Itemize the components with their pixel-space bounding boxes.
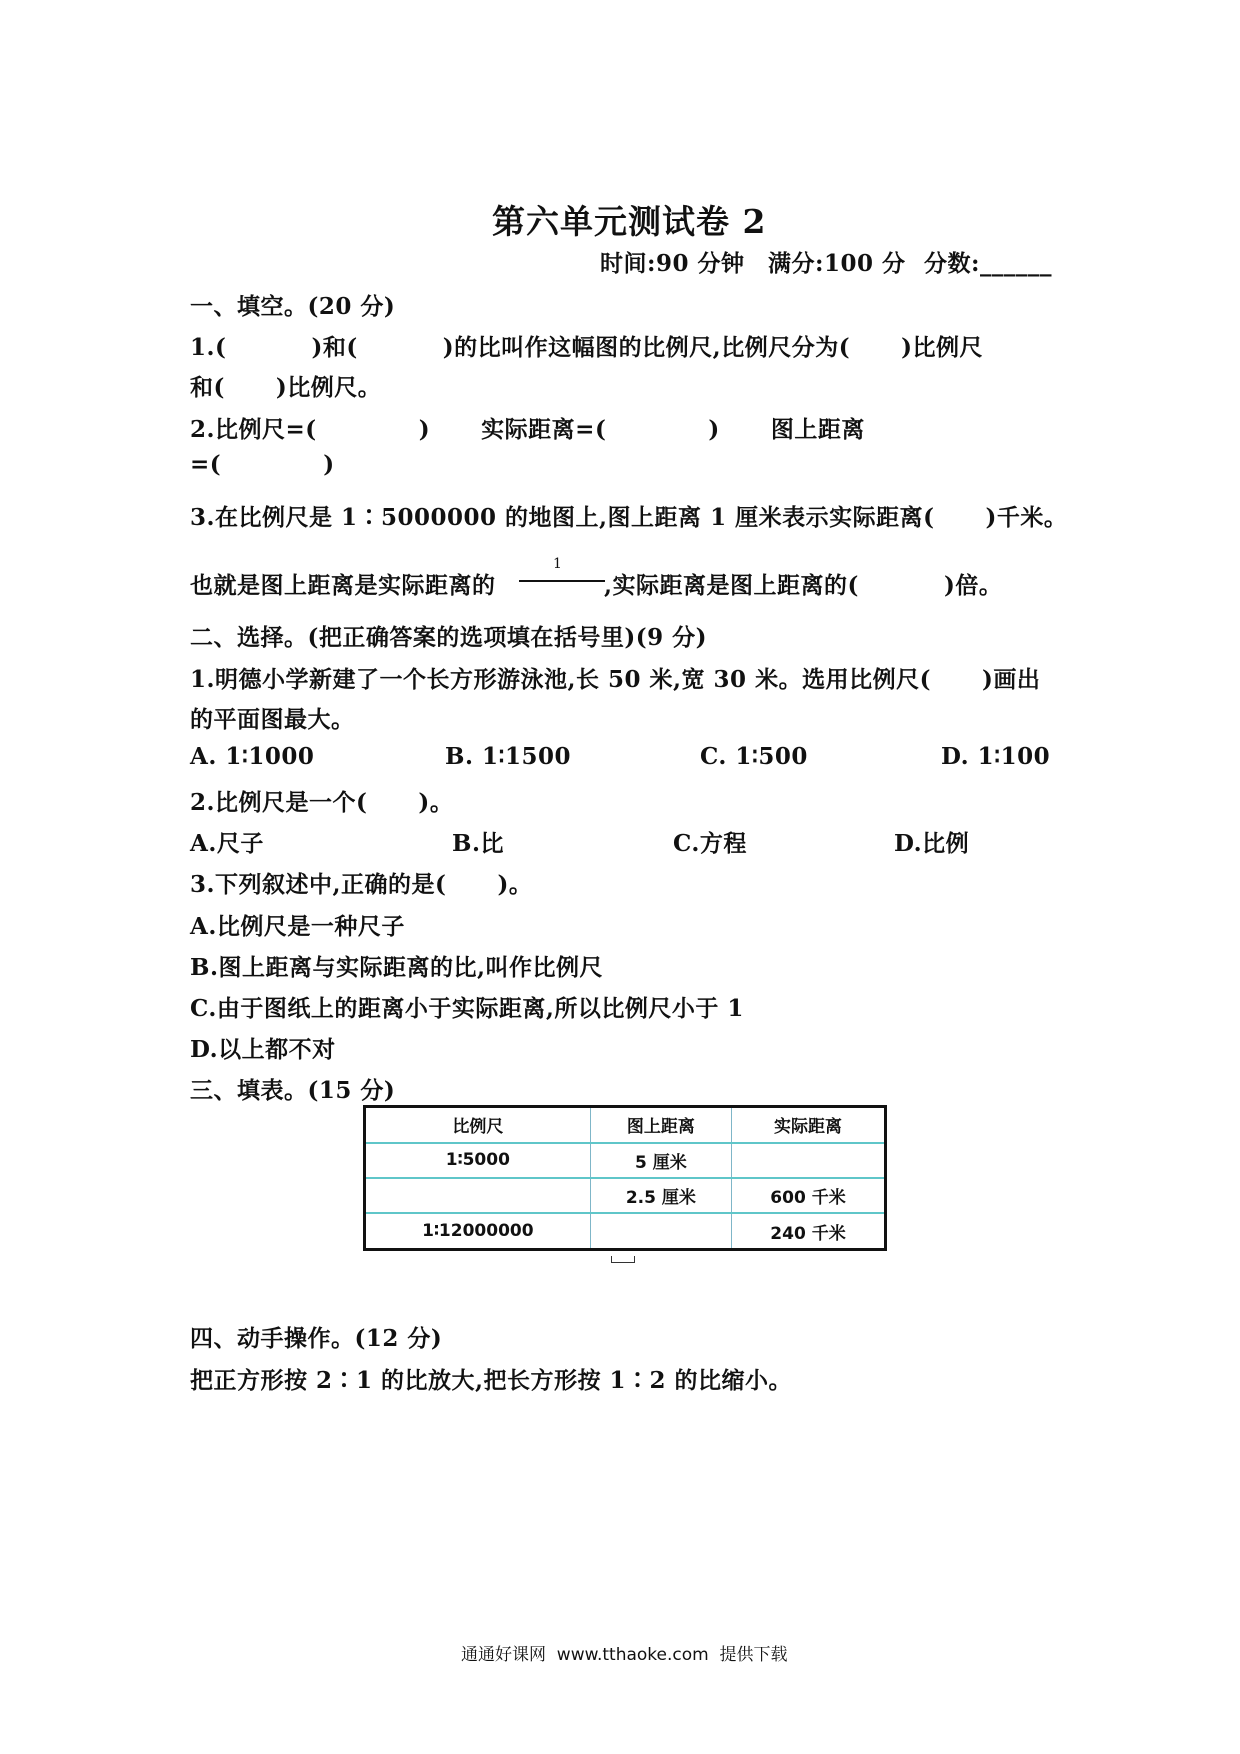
table-header: 图上距离 [590,1107,731,1143]
section2-heading: 二、选择。(把正确答案的选项填在括号里)(9 分) [190,624,708,651]
table-header: 比例尺 [365,1107,591,1143]
table-cell: 240 千米 [770,1223,846,1244]
table-cell [590,1213,731,1249]
section4-heading: 四、动手操作。(12 分) [190,1325,443,1352]
section1-heading: 一、填空。(20 分) [190,293,396,320]
table-row [365,1178,886,1213]
fraction-bar [519,580,605,582]
s1-q2-line2: =( ) [190,451,335,478]
table-header: 实际距离 [732,1107,886,1143]
s2-q1-option-d: D. 1∶100 [941,743,1051,770]
table-cell: 2.5 厘米 [590,1178,731,1213]
s1-q3-line2-a: 也就是图上距离是实际距离的 [190,572,496,599]
s2-q3: 3.下列叙述中,正确的是( )。 [190,871,533,898]
fraction-numerator: 1 [553,556,562,572]
s2-q2: 2.比例尺是一个( )。 [190,789,454,816]
score-field: 分数:______ [924,250,1052,277]
table-row [365,1143,886,1178]
s2-q1-option-b: B. 1∶1500 [445,743,571,770]
time-info: 时间:90 分钟 [600,250,745,277]
s2-q1-option-a: A. 1∶1000 [190,743,315,770]
page-title: 第六单元测试卷 2 [492,202,767,241]
s2-q1-option-c: C. 1∶500 [700,743,808,770]
s1-q3-line2-b: ,实际距离是图上距离的( )倍。 [604,572,1003,599]
table-row [365,1213,886,1249]
s2-q3-option-b: B.图上距离与实际距离的比,叫作比例尺 [190,954,603,981]
s2-q1-line2: 的平面图最大。 [190,706,355,733]
s1-q1-line1: 1.( )和( )的比叫作这幅图的比例尺,比例尺分为( )比例尺 [190,334,984,361]
table-cell [365,1178,591,1213]
scale-table [363,1105,887,1251]
s2-q1-line1: 1.明德小学新建了一个长方形游泳池,长 50 米,宽 30 米。选用比例尺( )画出 [190,666,1041,693]
table-cell [732,1143,886,1178]
table-header-row [365,1107,886,1143]
footer-credit: 通通好课网 www.tthaoke.com 提供下载 [461,1645,788,1665]
s2-q3-option-c: C.由于图纸上的距离小于实际距离,所以比例尺小于 1 [190,995,744,1022]
s2-q2-option-c: C.方程 [673,830,747,857]
section4-text: 把正方形按 2∶1 的比放大,把长方形按 1∶2 的比缩小。 [190,1367,793,1394]
s2-q3-option-d: D.以上都不对 [190,1036,336,1063]
s2-q2-option-b: B.比 [452,830,504,857]
table-cell: 1∶12000000 [365,1213,591,1249]
table-cell: 600 千米 [732,1178,886,1213]
s1-q2-line1: 2.比例尺=( ) 实际距离=( ) 图上距离 [190,416,865,443]
table-anchor-mark [611,1256,635,1263]
s1-q1-line2: 和( )比例尺。 [190,374,382,401]
s2-q2-option-d: D.比例 [894,830,970,857]
s2-q2-option-a: A.尺子 [190,830,264,857]
table-cell: 5 厘米 [590,1143,731,1178]
s2-q3-option-a: A.比例尺是一种尺子 [190,913,405,940]
section3-heading: 三、填表。(15 分) [190,1077,396,1104]
full-score-info: 满分:100 分 [768,250,906,277]
s1-q3-line1: 3.在比例尺是 1∶5000000 的地图上,图上距离 1 厘米表示实际距离( )千米。 [190,504,1068,531]
table-cell: 1∶5000 [365,1143,591,1178]
